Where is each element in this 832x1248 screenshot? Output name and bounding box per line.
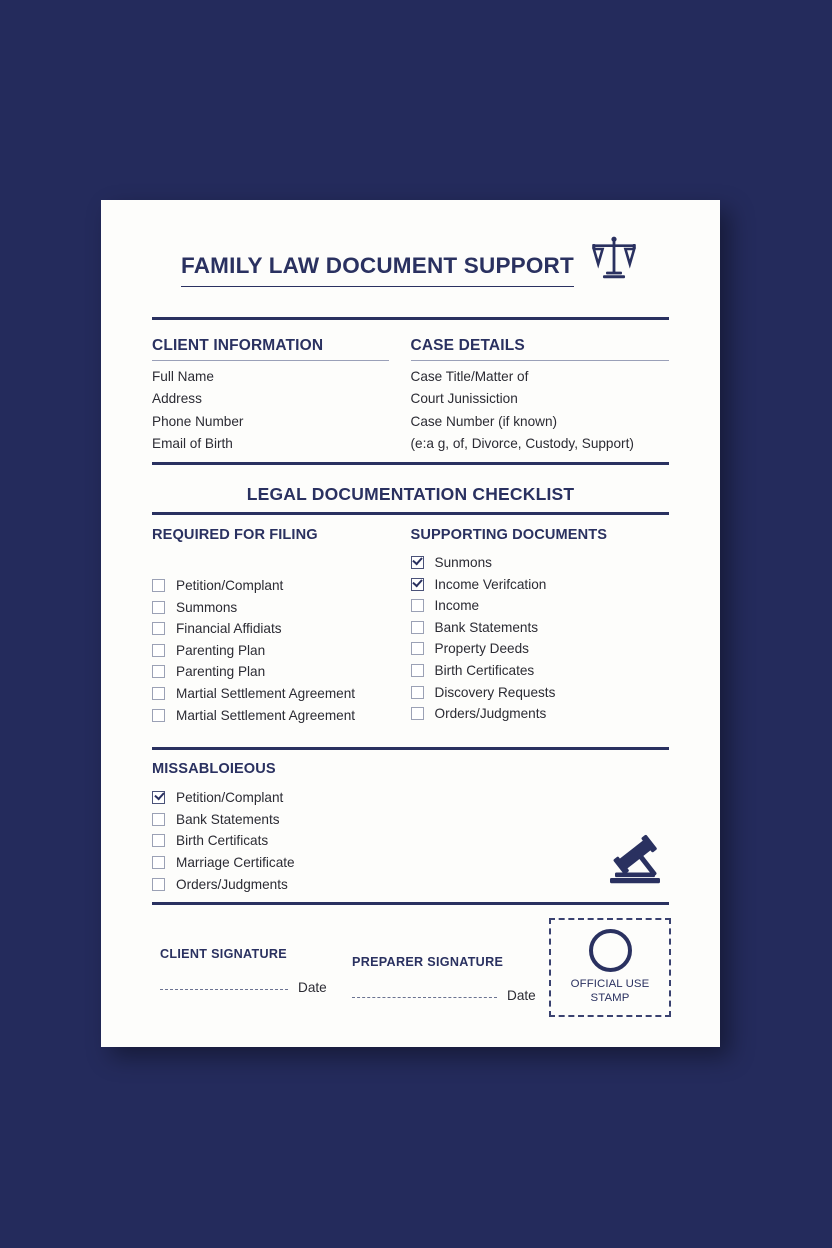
client-signature-input[interactable] <box>160 989 288 990</box>
list-item[interactable] <box>152 621 389 636</box>
list-item[interactable] <box>152 664 389 679</box>
list-item-label: Parenting Plan <box>176 642 266 658</box>
document-header <box>152 200 669 289</box>
checkbox[interactable] <box>152 665 165 678</box>
list-item[interactable] <box>411 663 670 678</box>
header-divider <box>152 317 669 320</box>
required-for-filing-heading: REQUIRED FOR FILING <box>152 527 318 543</box>
checkbox[interactable] <box>152 579 165 592</box>
miscellaneous-list <box>152 790 669 891</box>
scales-of-justice-icon <box>588 236 640 285</box>
client-signature-line-row <box>160 977 327 995</box>
client-information-section <box>152 337 411 451</box>
list-item-label: Parenting Plan <box>176 664 266 680</box>
case-field-case-number: Case Number (if known) <box>410 413 558 429</box>
supporting-documents-column <box>411 527 670 729</box>
list-item-label: Birth Certificates <box>434 662 535 678</box>
title-group <box>181 253 574 290</box>
list-item[interactable] <box>411 620 670 635</box>
checkbox[interactable] <box>411 686 424 699</box>
supporting-documents-heading: SUPPORTING DOCUMENTS <box>410 527 608 543</box>
list-item[interactable] <box>411 598 670 613</box>
checkbox[interactable] <box>411 707 424 720</box>
list-item[interactable] <box>152 812 669 827</box>
list-item[interactable] <box>411 641 670 656</box>
preparer-date-label: Date <box>507 987 536 1003</box>
checkbox[interactable] <box>152 622 165 635</box>
checkbox[interactable] <box>411 642 424 655</box>
official-use-stamp-line1: OFFICIAL USE <box>570 977 650 990</box>
checkbox[interactable] <box>152 601 165 614</box>
list-item[interactable] <box>152 600 389 615</box>
gavel-icon <box>605 831 667 892</box>
checklist-banner-title: LEGAL DOCUMENTATION CHECKLIST <box>246 484 575 504</box>
list-item[interactable] <box>411 577 670 592</box>
case-field-title-matter: Case Title/Matter of <box>410 368 529 384</box>
list-item[interactable] <box>152 643 389 658</box>
list-item[interactable] <box>152 790 669 805</box>
list-item-label: Summons <box>176 599 238 615</box>
supporting-documents-list <box>411 555 670 721</box>
list-item[interactable] <box>411 685 670 700</box>
client-field-full-name: Full Name <box>152 368 214 384</box>
list-item-label: Birth Certificats <box>176 833 269 849</box>
list-item-label: Property Deeds <box>434 641 529 657</box>
client-signature-label: CLIENT SIGNATURE <box>160 946 288 961</box>
list-item[interactable] <box>411 706 670 721</box>
checklist-banner-divider <box>152 512 669 515</box>
preparer-signature-label: PREPARER SIGNATURE <box>352 954 504 969</box>
client-field-phone-number: Phone Number <box>152 413 244 429</box>
list-item-label: Martial Settlement Agreement <box>176 685 356 701</box>
seal-circle-icon <box>589 929 632 972</box>
list-item-label: Sunmons <box>434 555 492 570</box>
list-item[interactable] <box>152 686 389 701</box>
checkbox[interactable] <box>152 791 165 804</box>
title-underline <box>181 286 574 288</box>
preparer-signature-block <box>352 954 536 1003</box>
checkbox[interactable] <box>411 599 424 612</box>
list-item-label: Orders/Judgments <box>176 876 288 892</box>
checkbox[interactable] <box>152 644 165 657</box>
case-details-heading: CASE DETAILS <box>410 337 525 354</box>
client-information-heading: CLIENT INFORMATION <box>152 337 324 354</box>
list-item-label: Bank Statements <box>176 811 280 827</box>
list-item-label: Petition/Complant <box>176 790 284 806</box>
list-item-label: Discovery Requests <box>434 684 556 700</box>
preparer-signature-input[interactable] <box>352 997 497 998</box>
list-item-label: Marriage Certificate <box>176 854 295 870</box>
case-details-heading-rule <box>411 360 670 361</box>
checkbox[interactable] <box>411 664 424 677</box>
official-use-stamp-line2: STAMP <box>590 991 630 1004</box>
preparer-signature-line-row <box>352 985 536 1003</box>
checkbox[interactable] <box>152 834 165 847</box>
miscellaneous-divider <box>152 747 669 750</box>
list-item-label: Martial Settlement Agreement <box>176 707 356 723</box>
info-sections <box>152 337 669 451</box>
list-item[interactable] <box>152 578 389 593</box>
list-item[interactable] <box>411 555 670 570</box>
list-item[interactable] <box>152 877 669 892</box>
client-signature-block <box>160 946 327 995</box>
list-item-label: Income <box>434 598 480 614</box>
signature-area <box>152 905 669 1025</box>
case-field-example-note: (e:a g, of, Divorce, Custody, Support) <box>410 436 634 451</box>
case-details-section <box>411 337 670 451</box>
checkbox[interactable] <box>152 709 165 722</box>
list-item-label: Income Verifcation <box>434 576 547 592</box>
document-page <box>101 200 720 1047</box>
list-item-label: Orders/Judgments <box>434 706 547 722</box>
checkbox[interactable] <box>152 687 165 700</box>
checkbox[interactable] <box>411 621 424 634</box>
checkbox[interactable] <box>411 578 424 591</box>
checkbox[interactable] <box>411 556 424 569</box>
required-for-filing-column <box>152 527 411 729</box>
list-item[interactable] <box>152 833 669 848</box>
client-information-heading-rule <box>152 360 389 361</box>
list-item-label: Petition/Complant <box>176 578 284 593</box>
checkbox[interactable] <box>152 813 165 826</box>
info-divider <box>152 462 669 465</box>
list-item[interactable] <box>152 855 669 870</box>
list-item[interactable] <box>152 708 389 723</box>
client-field-address: Address <box>152 391 202 406</box>
checkbox[interactable] <box>152 878 165 891</box>
checklist-columns <box>152 527 669 729</box>
checkbox[interactable] <box>152 856 165 869</box>
client-field-email-of-birth: Email of Birth <box>152 436 233 451</box>
official-use-stamp-label <box>571 978 650 1005</box>
miscellaneous-heading: MISSABLOIEOUS <box>152 761 276 778</box>
official-use-stamp <box>549 918 671 1017</box>
list-item-label: Financial Affidiats <box>176 621 282 637</box>
case-field-court-jurisdiction: Court Junissiction <box>410 391 518 406</box>
client-date-label: Date <box>298 979 327 995</box>
list-item-label: Bank Statements <box>434 619 539 635</box>
page-title: FAMILY LAW DOCUMENT SUPPORT <box>181 252 574 278</box>
required-for-filing-list <box>152 555 389 723</box>
